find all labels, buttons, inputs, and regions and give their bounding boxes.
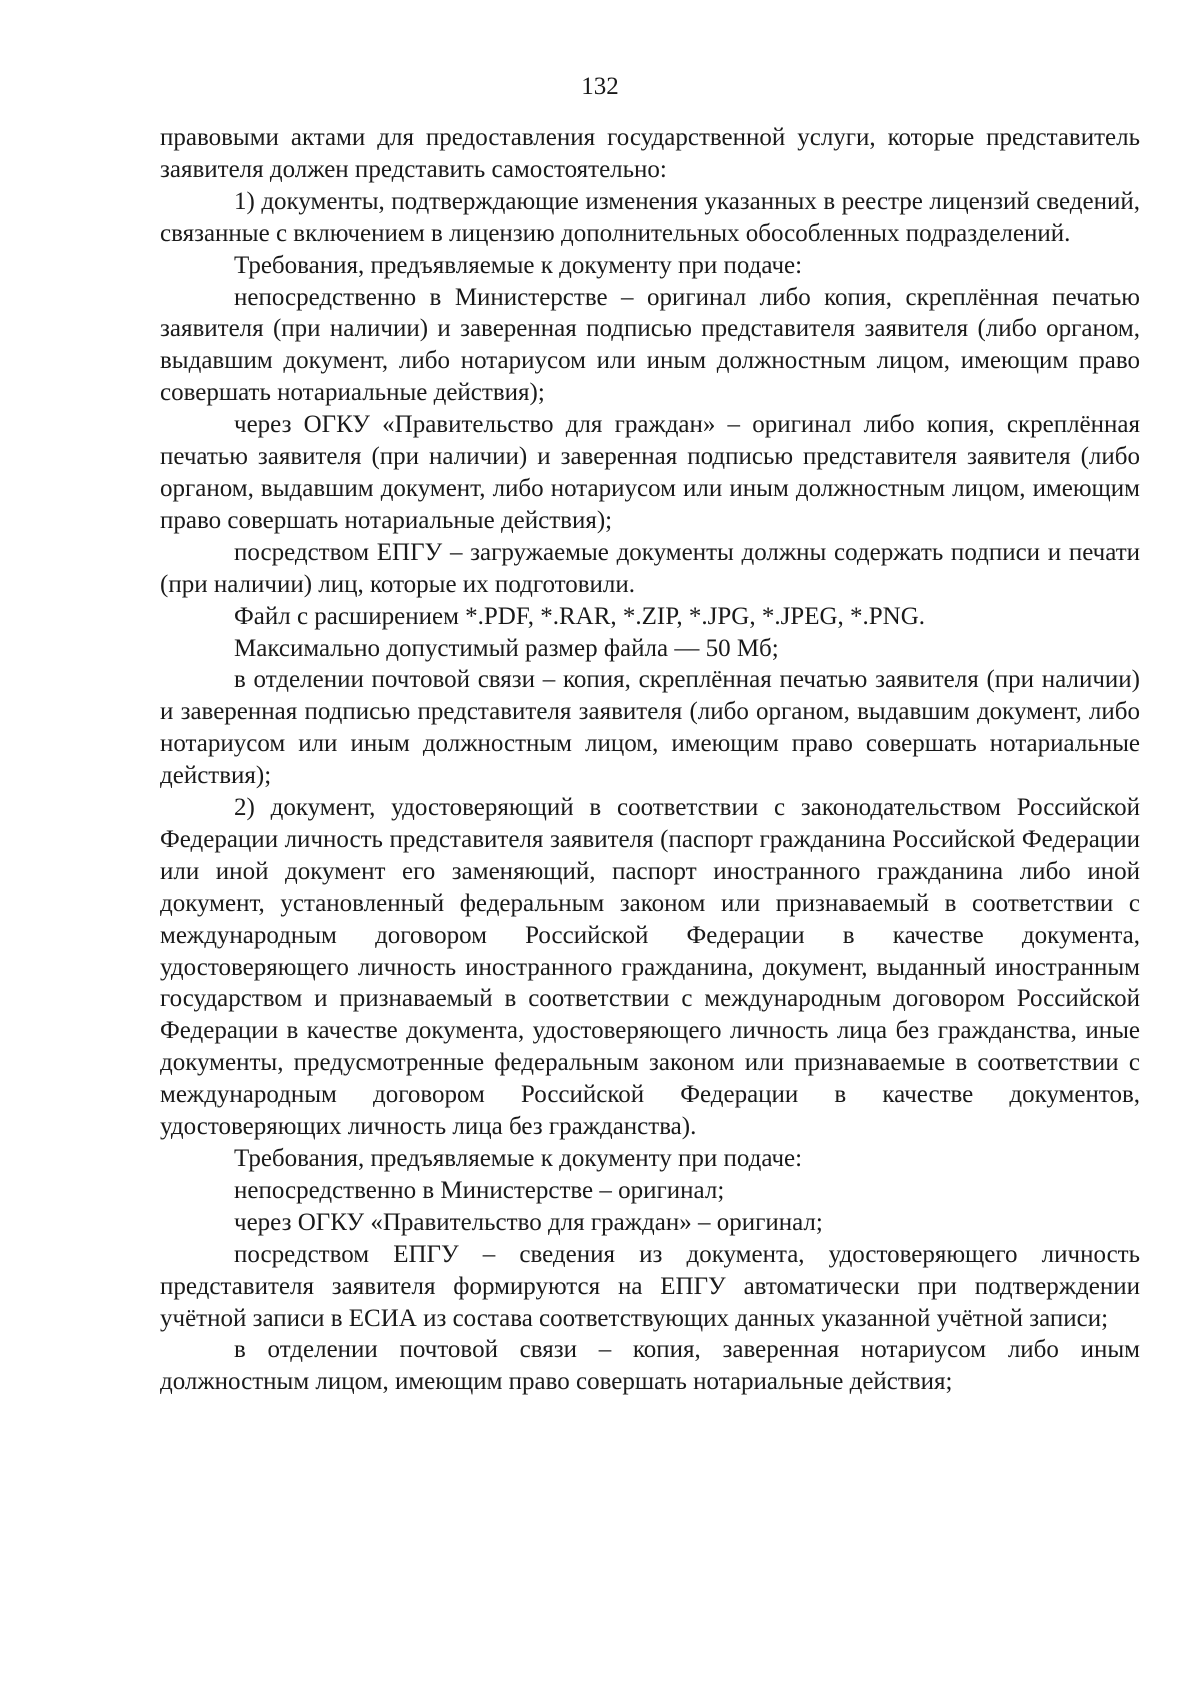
paragraph-max-file-size: Максимально допустимый размер файла — 50 Мб; [234, 634, 779, 662]
paragraph-item-1: 1) документы, подтверждающие изменения указанных в реестре лицензий сведений, связанные с включением в лицензию дополнительных обособленных подразделений. [160, 187, 1140, 247]
paragraph-via-epgu: посредством ЕПГУ – сведения из документа, удостоверяющего личность представителя заявителя формируются на ЕПГУ автоматически при подтверждении учётной записи в ЕСИА из состава соответствующих данных указанной учётной записи; [160, 1240, 1140, 1332]
paragraph-continuation: правовыми актами для предоставления государственной услуги, которые представитель заявителя должен представить самостоятельно: [160, 124, 1140, 183]
document-body [160, 122, 1140, 1398]
paragraph-in-ministry: непосредственно в Министерстве – оригинал; [234, 1176, 725, 1204]
paragraph-requirements-heading: Требования, предъявляемые к документу при подаче: [234, 251, 803, 279]
paragraph-via-ogku: через ОГКУ «Правительство для граждан» – оригинал; [234, 1208, 823, 1236]
paragraph-by-post: в отделении почтовой связи – копия, заверенная нотариусом либо иным должностным лицом, имеющим право совершать нотариальные действия; [160, 1336, 1140, 1396]
page-number: 132 [581, 73, 619, 100]
paragraph-via-ogku: через ОГКУ «Правительство для граждан» – оригинал либо копия, скреплённая печатью заявителя (при наличии) и заверенная подписью представителя заявителя (либо органом, выдавшим документ, либо нотариусом или иным должностным лицом, имеющим право совершать нотариальные действия); [160, 411, 1140, 534]
paragraph-file-extensions: Файл с расширением *.PDF, *.RAR, *.ZIP, *.JPG, *.JPEG, *.PNG. [234, 602, 926, 630]
paragraph-item-2: 2) документ, удостоверяющий в соответствии с законодательством Российской Федерации личность представителя заявителя (паспорт гражданина Российской Федерации или иной документ его заменяющий, паспорт иностранного гражданина либо иной документ, установленный федеральным законом или признаваемый в соответствии с международным договором Российской Федерации в качестве документа, удостоверяющего личность иностранного гражданина, документ, выданный иностранным государством и признаваемый в соответствии с международным договором Российской Федерации в качестве документа, удостоверяющего личность лица без гражданства, иные документы, предусмотренные федеральным законом или признаваемые в соответствии с международным договором Российской Федерации в качестве документов, удостоверяющих личность лица без гражданства). [160, 794, 1140, 1141]
paragraph-via-epgu: посредством ЕПГУ – загружаемые документы должны содержать подписи и печати (при наличии) лиц, которые их подготовили. [160, 538, 1140, 598]
paragraph-in-ministry: непосредственно в Министерстве – оригинал либо копия, скреплённая печатью заявителя (при наличии) и заверенная подписью представителя заявителя (либо органом, выдавшим документ, либо нотариусом или иным должностным лицом, имеющим право совершать нотариальные действия); [160, 283, 1140, 407]
paragraph-requirements-heading: Требования, предъявляемые к документу при подаче: [234, 1145, 803, 1172]
paragraph-by-post: в отделении почтовой связи – копия, скреплённая печатью заявителя (при наличии) и заверенная подписью представителя заявителя (либо органом, выдавшим документ, либо нотариусом или иным должностным лицом, имеющим право совершать нотариальные действия); [160, 666, 1140, 790]
